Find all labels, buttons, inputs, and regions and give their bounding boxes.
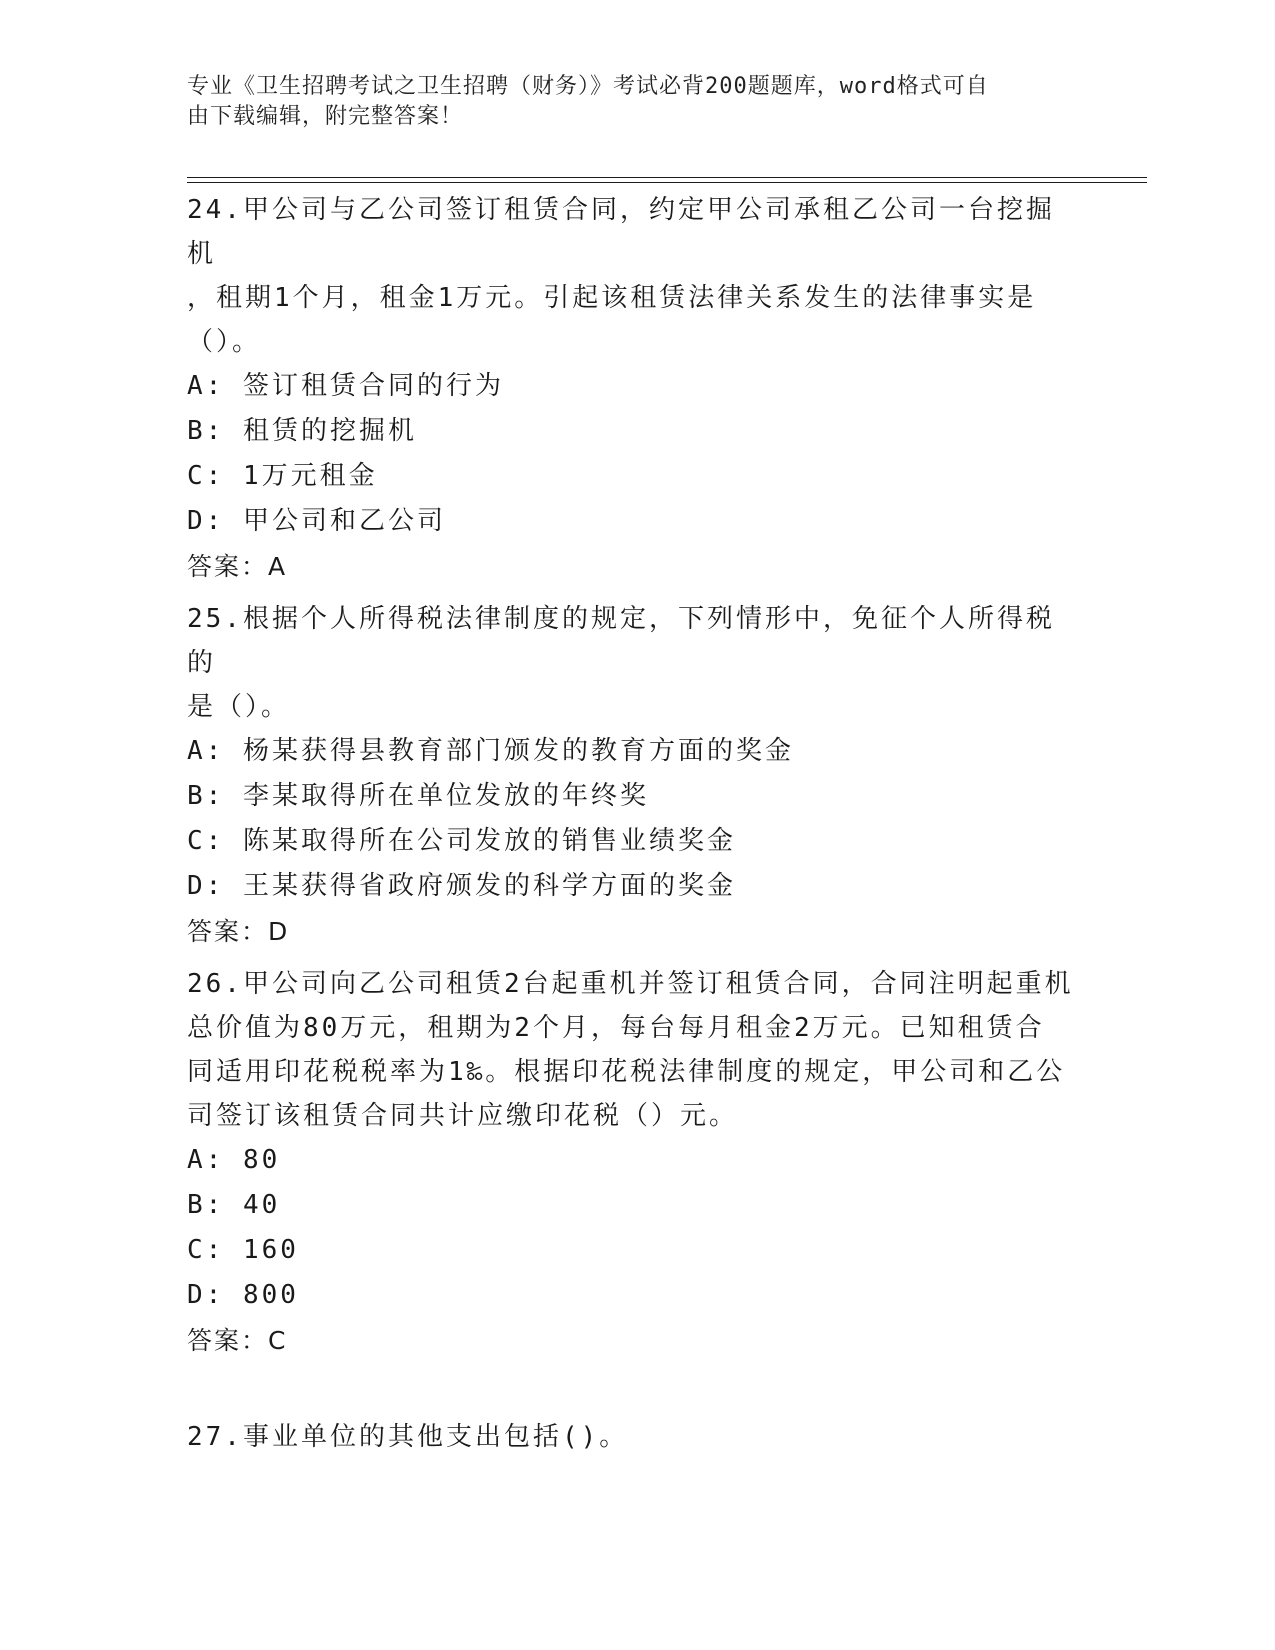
header-divider-bottom (187, 182, 1147, 183)
stem-line: 26.甲公司向乙公司租赁2台起重机并签订租赁合同，合同注明起重机 (187, 969, 1074, 999)
stem-line: （）。 (187, 327, 262, 357)
option-b: B: 40 (187, 1190, 281, 1220)
stem-line: 总价值为80万元，租期为2个月，每台每月租金2万元。已知租赁合 (187, 1013, 1045, 1043)
question-stem (187, 962, 1077, 1138)
stem-line: 27.事业单位的其他支出包括()。 (187, 1422, 629, 1452)
option-a: A: 杨某获得县教育部门颁发的教育方面的奖金 (187, 736, 794, 766)
option-b: B: 李某取得所在单位发放的年终奖 (187, 781, 649, 811)
answer-label: 答案：C (187, 1326, 288, 1355)
option-d: D: 800 (187, 1280, 299, 1310)
option-c: C: 陈某取得所在公司发放的销售业绩奖金 (187, 826, 736, 856)
option-d: D: 甲公司和乙公司 (187, 506, 446, 536)
option-c: C: 1万元租金 (187, 461, 378, 491)
stem-line: 24.甲公司与乙公司签订租赁合同，约定甲公司承租乙公司一台挖掘机 (187, 195, 1055, 269)
option-c: C: 160 (187, 1235, 299, 1265)
stem-line: 同适用印花税税率为1‰。根据印花税法律制度的规定，甲公司和乙公 (187, 1057, 1066, 1087)
question-stem (187, 1415, 1077, 1459)
document-header (187, 72, 1067, 132)
answer-label: 答案：A (187, 552, 288, 581)
option-a: A: 80 (187, 1145, 281, 1175)
option-a: A: 签订租赁合同的行为 (187, 371, 504, 401)
question-27 (187, 1415, 1077, 1459)
option-d: D: 王某获得省政府颁发的科学方面的奖金 (187, 871, 736, 901)
question-24 (187, 188, 1077, 589)
option-b: B: 租赁的挖掘机 (187, 416, 417, 446)
answer-label: 答案：D (187, 917, 290, 946)
stem-line: 是（）。 (187, 692, 291, 722)
stem-line: ，租期1个月，租金1万元。引起该租赁法律关系发生的法律事实是 (187, 283, 1037, 313)
question-stem (187, 597, 1077, 729)
question-26 (187, 962, 1077, 1363)
question-25 (187, 597, 1077, 954)
header-line-2: 由下载编辑，附完整答案！ (187, 104, 464, 129)
stem-line: 司签订该租赁合同共计应缴印花税（）元。 (187, 1101, 739, 1131)
header-line-1: 专业《卫生招聘考试之卫生招聘（财务）》考试必背200题题库，word格式可自 (187, 74, 989, 99)
question-stem (187, 188, 1077, 364)
header-divider-top (187, 177, 1147, 178)
stem-line: 25.根据个人所得税法律制度的规定，下列情形中，免征个人所得税的 (187, 604, 1055, 678)
